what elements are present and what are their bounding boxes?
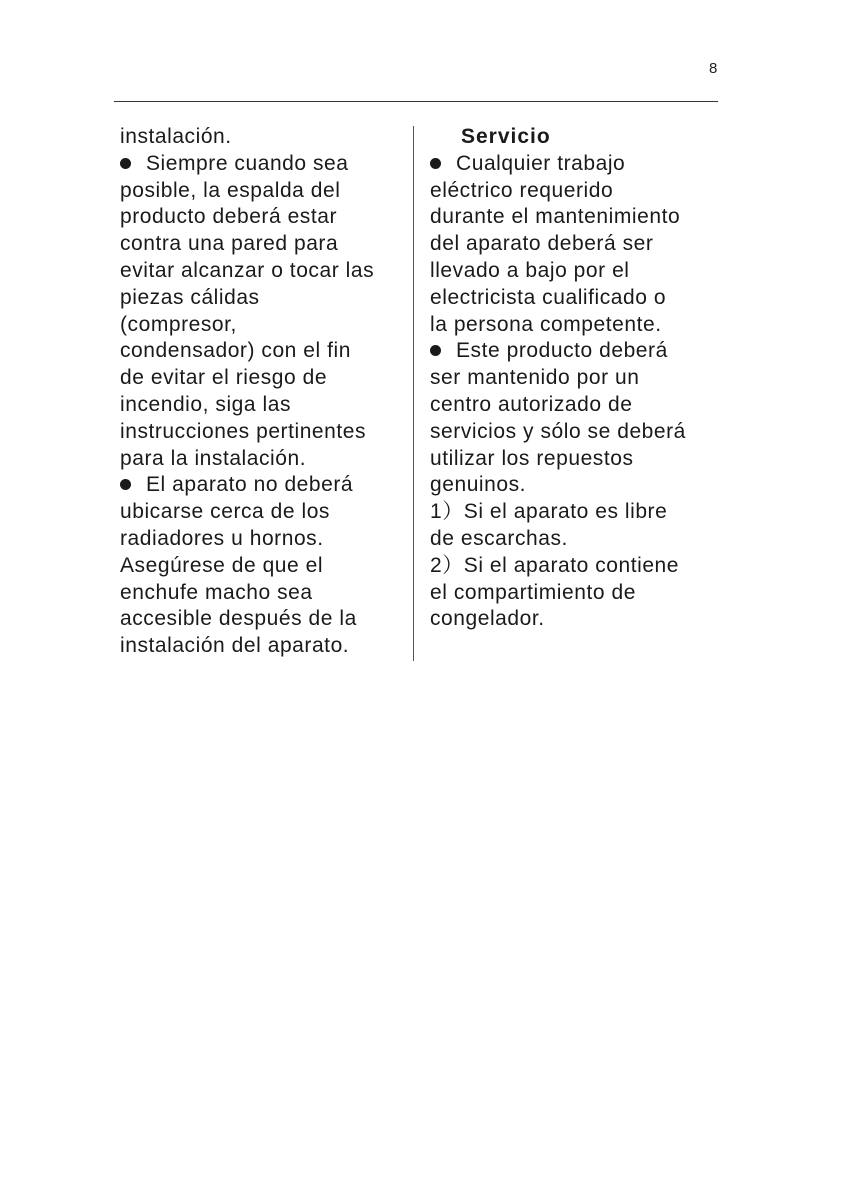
text-line	[120, 606, 405, 633]
right-column	[430, 124, 720, 633]
text-line	[120, 338, 405, 365]
text-line	[120, 526, 405, 553]
line-text: instalación del aparato.	[120, 634, 350, 658]
line-text: El aparato no deberá	[146, 473, 354, 497]
text-line	[430, 312, 720, 339]
text-line	[120, 392, 405, 419]
line-text: para la instalación.	[120, 446, 307, 470]
line-text: piezas cálidas	[120, 285, 260, 309]
line-text: congelador.	[430, 607, 545, 631]
header-rule	[114, 101, 718, 102]
line-text: Siempre cuando sea	[146, 151, 349, 175]
text-line	[430, 446, 720, 473]
text-line	[120, 633, 405, 660]
line-text: servicios y sólo se deberá	[430, 419, 686, 443]
column-divider	[413, 126, 414, 661]
line-text: evitar alcanzar o tocar las	[120, 258, 375, 282]
text-line	[430, 472, 720, 499]
line-text: posible, la espalda del	[120, 178, 341, 202]
text-line	[430, 178, 720, 205]
line-text: (compresor,	[120, 312, 237, 336]
line-text: llevado a bajo por el	[430, 258, 630, 282]
section-heading: Servicio	[461, 125, 551, 148]
line-text: 1）Si el aparato es libre	[430, 500, 668, 524]
text-line	[430, 499, 720, 526]
text-line	[120, 285, 405, 312]
line-text: ubicarse cerca de los	[120, 500, 330, 524]
left-column	[120, 124, 405, 660]
line-text: durante el mantenimiento	[430, 205, 681, 229]
line-text: de escarchas.	[430, 526, 568, 550]
line-text: electricista cualificado o	[430, 285, 667, 309]
text-line	[120, 312, 405, 339]
text-line	[120, 419, 405, 446]
text-line	[430, 392, 720, 419]
line-text: incendio, siga las	[120, 392, 291, 416]
text-line	[430, 204, 720, 231]
line-text: del aparato deberá ser	[430, 232, 654, 256]
text-line	[120, 204, 405, 231]
line-text: ser mantenido por un	[430, 366, 640, 390]
line-text: el compartimiento de	[430, 580, 636, 604]
bullet-icon	[430, 345, 441, 356]
text-line	[430, 526, 720, 553]
line-text: accesible después de la	[120, 607, 357, 631]
text-line	[120, 124, 405, 151]
line-text: utilizar los repuestos	[430, 446, 634, 470]
bullet-line	[430, 151, 720, 178]
text-line	[430, 580, 720, 607]
bullet-icon	[120, 158, 131, 169]
line-text: Este producto deberá	[456, 339, 668, 363]
text-line	[120, 365, 405, 392]
line-text: 2）Si el aparato contiene	[430, 553, 680, 577]
text-line	[120, 553, 405, 580]
text-line	[430, 553, 720, 580]
bullet-icon	[430, 158, 441, 169]
text-line	[430, 606, 720, 633]
line-text: Asegúrese de que el	[120, 553, 324, 577]
bullet-line	[430, 338, 720, 365]
bullet-icon	[120, 479, 131, 490]
text-line	[120, 178, 405, 205]
line-text: instalación.	[120, 125, 232, 148]
line-text: radiadores u hornos.	[120, 526, 324, 550]
bullet-line	[120, 472, 405, 499]
line-text: contra una pared para	[120, 232, 339, 256]
line-text: enchufe macho sea	[120, 580, 313, 604]
line-text: centro autorizado de	[430, 392, 633, 416]
text-line	[430, 285, 720, 312]
text-line	[430, 419, 720, 446]
bullet-line	[120, 151, 405, 178]
page-number: 8	[709, 60, 718, 77]
right-column-body	[430, 151, 720, 633]
line-text: eléctrico requerido	[430, 178, 614, 202]
text-line	[120, 580, 405, 607]
line-text: la persona competente.	[430, 312, 662, 336]
text-line	[120, 231, 405, 258]
text-line	[120, 258, 405, 285]
text-line	[120, 499, 405, 526]
text-line	[430, 258, 720, 285]
line-text: de evitar el riesgo de	[120, 366, 328, 390]
line-text: genuinos.	[430, 473, 527, 497]
text-line	[430, 365, 720, 392]
line-text: producto deberá estar	[120, 205, 338, 229]
text-line	[120, 446, 405, 473]
text-line	[430, 231, 720, 258]
line-text: condensador) con el fin	[120, 339, 351, 363]
line-text: instrucciones pertinentes	[120, 419, 367, 443]
line-text: Cualquier trabajo	[456, 151, 626, 175]
